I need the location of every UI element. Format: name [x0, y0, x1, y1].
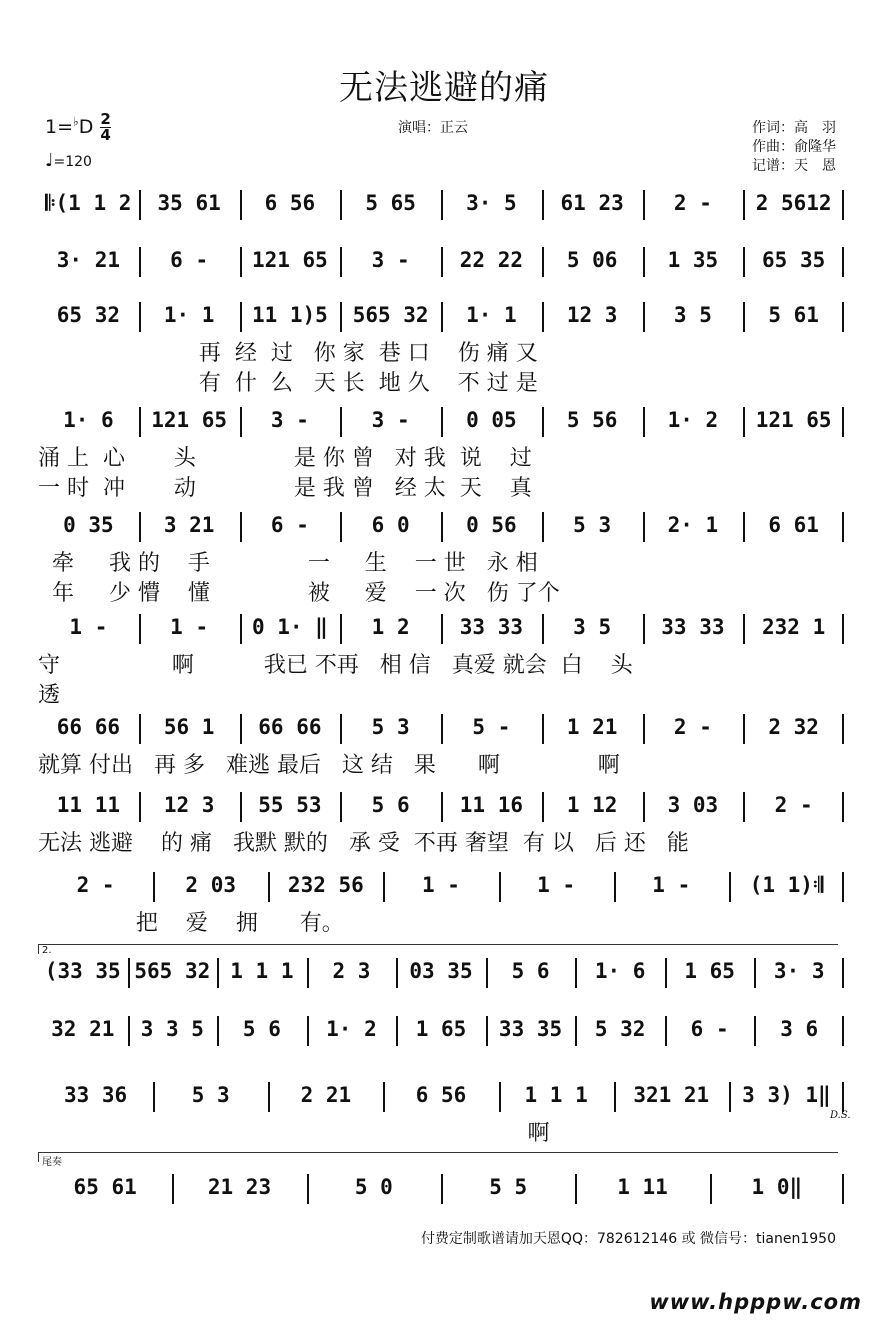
measure: 2 -	[774, 793, 813, 817]
bar-line	[340, 792, 342, 822]
bar-line	[542, 302, 544, 332]
bar-line	[240, 247, 242, 277]
measure: 3 21	[163, 513, 215, 537]
bar-line	[240, 190, 242, 220]
bar-line	[240, 512, 242, 542]
measure: 32 21	[51, 1017, 115, 1041]
bar-line	[307, 1174, 309, 1204]
bar-line	[139, 247, 141, 277]
notes-row	[38, 188, 844, 228]
measure: 1 11	[617, 1175, 668, 1199]
bar-line	[240, 407, 242, 437]
bar-line	[340, 302, 342, 332]
volta-bracket	[38, 944, 838, 956]
notes-row	[38, 1080, 844, 1120]
measure: 12 3	[163, 793, 215, 817]
measure: 1 -	[170, 615, 209, 639]
bar-line	[743, 512, 745, 542]
measure: 11 11	[56, 793, 120, 817]
notes-row	[38, 712, 844, 752]
bar-line	[307, 1016, 309, 1046]
notes-row	[38, 870, 844, 910]
notes-row	[38, 612, 844, 652]
bar-line	[575, 1016, 577, 1046]
bar-line	[217, 958, 219, 988]
measure: 232 56	[287, 873, 364, 897]
measure: 1· 1	[163, 303, 215, 327]
measure: 0 56	[466, 513, 517, 537]
bar-line	[396, 958, 398, 988]
bar-line	[139, 614, 141, 644]
outro-label: 尾奏	[42, 1157, 62, 1168]
bar-line	[441, 407, 443, 437]
lyric-line: 守 啊 我已 不再 相 信 真爱 就会 白 头	[38, 653, 633, 678]
notes-row	[38, 510, 844, 550]
measure: 6 -	[690, 1017, 729, 1041]
lyric-line: 牵 我 的 手 一 生 一 世 永 相	[38, 551, 538, 576]
bar-line	[643, 792, 645, 822]
measure: (33 35	[44, 959, 121, 983]
bar-line	[172, 1174, 174, 1204]
bar-line	[643, 614, 645, 644]
notes-row	[38, 300, 844, 340]
measure: 2 -	[673, 715, 712, 739]
bar-line	[139, 190, 141, 220]
bar-line	[441, 792, 443, 822]
measure: 33 33	[661, 615, 725, 639]
bar-line	[441, 1174, 443, 1204]
bar-line	[842, 1082, 844, 1112]
key-signature	[45, 112, 111, 143]
measure: 3 3 5	[140, 1017, 204, 1041]
measure: 5 3	[573, 513, 612, 537]
bar-line	[542, 407, 544, 437]
bar-line	[743, 247, 745, 277]
measure: 1 35	[667, 248, 719, 272]
bar-line	[441, 714, 443, 744]
measure: 5 56	[566, 408, 618, 432]
tempo-mark	[45, 150, 92, 171]
bar-line	[729, 872, 731, 902]
bar-line	[139, 512, 141, 542]
bar-line	[268, 1082, 270, 1112]
measure: 3· 3	[773, 959, 825, 983]
footer-note: 付费定制歌谱请加天恩QQ：782612146 或 微信号：tianen1950	[420, 1231, 836, 1247]
measure: 1 0‖	[751, 1175, 803, 1199]
measure: 3 5	[573, 615, 612, 639]
measure: 1 21	[566, 715, 618, 739]
measure: 3 03	[667, 793, 719, 817]
bar-line	[340, 247, 342, 277]
measure: 65 32	[56, 303, 120, 327]
bar-line	[240, 302, 242, 332]
bar-line	[340, 614, 342, 644]
bar-line	[240, 792, 242, 822]
bar-line	[842, 247, 844, 277]
time-top: 2	[100, 110, 111, 128]
measure: (1 1)𝄇	[749, 873, 824, 897]
bar-line	[842, 407, 844, 437]
lyric-line: 再 经 过 你 家 巷 口 伤 痛 又	[38, 341, 538, 366]
measure: 03 35	[409, 959, 473, 983]
measure: 61 23	[560, 191, 624, 215]
measure: 565 32	[134, 959, 211, 983]
measure: 2 3	[332, 959, 371, 983]
measure: 2· 1	[667, 513, 719, 537]
bar-line	[486, 1016, 488, 1046]
measure: 3· 21	[56, 248, 120, 272]
measure: 5 5	[489, 1175, 528, 1199]
measure: 1· 2	[326, 1017, 377, 1041]
key-prefix: 1=	[45, 116, 74, 138]
measure: 1 1 1	[230, 959, 294, 983]
time-bottom: 4	[100, 126, 111, 144]
bar-line	[396, 1016, 398, 1046]
bar-line	[153, 1082, 155, 1112]
measure: 33 35	[498, 1017, 563, 1041]
bar-line	[499, 1082, 501, 1112]
bar-line	[643, 190, 645, 220]
measure: 2 32	[768, 715, 819, 739]
measure: 3 -	[270, 408, 309, 432]
measure: 35 61	[157, 191, 221, 215]
bar-line	[139, 302, 141, 332]
bar-line	[842, 302, 844, 332]
bar-line	[743, 614, 745, 644]
bar-line	[643, 302, 645, 332]
measure: 3 6	[780, 1017, 819, 1041]
measure: 5 0	[354, 1175, 393, 1199]
measure: 5 6	[242, 1017, 281, 1041]
bar-line	[542, 512, 544, 542]
bar-line	[542, 247, 544, 277]
bar-line	[575, 1174, 577, 1204]
bar-line	[441, 190, 443, 220]
bar-line	[643, 714, 645, 744]
bar-line	[643, 512, 645, 542]
flat-sign: ♭	[73, 114, 79, 129]
bar-line	[743, 190, 745, 220]
bar-line	[710, 1174, 712, 1204]
measure: 21 23	[207, 1175, 272, 1199]
measure: 2 03	[185, 873, 236, 897]
measure: 1 -	[537, 873, 576, 897]
measure: 0 35	[63, 513, 114, 537]
measure: 1· 6	[594, 959, 646, 983]
singer-credit: 演唱：正云	[398, 120, 468, 136]
bar-line	[441, 614, 443, 644]
bar-line	[441, 247, 443, 277]
bar-line	[139, 407, 141, 437]
bar-line	[441, 512, 443, 542]
measure: 65 61	[73, 1175, 137, 1199]
bar-line	[340, 407, 342, 437]
notes-row	[38, 1172, 844, 1212]
bar-line	[842, 512, 844, 542]
measure: 66 66	[258, 715, 322, 739]
measure: 33 33	[459, 615, 523, 639]
notes-row	[38, 1014, 844, 1054]
composer-credit: 作曲：俞隆华	[752, 139, 836, 155]
measure: 0 1· ‖	[251, 615, 328, 639]
bar-line	[842, 872, 844, 902]
bar-line	[614, 872, 616, 902]
measure: 1 65	[415, 1017, 467, 1041]
bar-line	[643, 247, 645, 277]
measure: 11 16	[459, 793, 523, 817]
bar-line	[575, 958, 577, 988]
measure: 1 -	[69, 615, 108, 639]
measure: 6 61	[768, 513, 819, 537]
measure: 5 -	[472, 715, 511, 739]
measure: 321 21	[633, 1083, 710, 1107]
measure: 22 22	[459, 248, 523, 272]
bar-line	[240, 714, 242, 744]
lyric-line: 啊	[38, 1121, 550, 1146]
measure: 2 5612	[755, 191, 832, 215]
measure: 1 65	[684, 959, 735, 983]
bar-line	[307, 958, 309, 988]
bar-line	[665, 958, 667, 988]
tempo-value: =120	[53, 154, 92, 170]
measure: 5 6	[511, 959, 550, 983]
lyricist-credit: 作词：高 羽	[752, 120, 836, 136]
bar-line	[139, 714, 141, 744]
bar-line	[340, 190, 342, 220]
measure: 1 12	[566, 793, 618, 817]
bar-line	[542, 792, 544, 822]
measure: 1 -	[422, 873, 460, 897]
page-title: 无法逃避的痛	[339, 68, 549, 108]
measure: 1· 1	[466, 303, 517, 327]
measure: 121 65	[251, 248, 328, 272]
bar-line	[153, 872, 155, 902]
measure: 3· 5	[466, 191, 517, 215]
dal-segno-mark: D.S.	[830, 1110, 851, 1121]
measure: 6 -	[170, 248, 209, 272]
measure: 3 5	[673, 303, 712, 327]
bar-line	[842, 958, 844, 988]
measure: 5 6	[371, 793, 410, 817]
bar-line	[383, 1082, 385, 1112]
measure: 33 36	[63, 1083, 128, 1107]
time-signature	[100, 112, 110, 143]
measure: 121 65	[755, 408, 832, 432]
bar-line	[754, 958, 756, 988]
bar-line	[842, 1174, 844, 1204]
measure: 1 -	[652, 873, 691, 897]
bar-line	[743, 792, 745, 822]
measure: 6 -	[270, 513, 309, 537]
bar-line	[842, 792, 844, 822]
measure: 5 32	[594, 1017, 646, 1041]
bar-line	[754, 1016, 756, 1046]
site-watermark: www.hpppw.com	[649, 1290, 862, 1314]
measure: 1· 6	[63, 408, 114, 432]
measure: 2 -	[76, 873, 115, 897]
measure: 3 -	[371, 408, 410, 432]
bar-line	[542, 614, 544, 644]
measure: 5 06	[566, 248, 618, 272]
measure: 6 56	[415, 1083, 467, 1107]
notes-row	[38, 405, 844, 445]
lyric-line: 把 爱 拥 有。	[38, 911, 344, 936]
bar-line	[542, 714, 544, 744]
measure: 5 3	[371, 715, 410, 739]
bar-line	[486, 958, 488, 988]
measure: 12 3	[566, 303, 618, 327]
measure: 3 3) 1‖	[742, 1083, 831, 1107]
bar-line	[128, 1016, 130, 1046]
measure: 56 1	[163, 715, 215, 739]
measure: 11 1)5	[251, 303, 328, 327]
bar-line	[743, 407, 745, 437]
bar-line	[842, 1016, 844, 1046]
quarter-note-icon: ♩	[45, 150, 54, 171]
measure: 𝄆(1 1 2	[45, 191, 132, 215]
notes-row	[38, 956, 844, 996]
outro-bracket	[38, 1152, 838, 1168]
measure: 565 32	[352, 303, 429, 327]
measure: 1· 2	[667, 408, 719, 432]
bar-line	[441, 302, 443, 332]
measure: 5 65	[365, 191, 416, 215]
bar-line	[643, 407, 645, 437]
lyric-line: 一 时 冲 动 是 我 曾 经 太 天 真	[38, 476, 532, 501]
bar-line	[383, 872, 385, 902]
measure: 5 61	[768, 303, 819, 327]
bar-line	[128, 958, 130, 988]
measure: 2 -	[673, 191, 712, 215]
measure: 6 0	[371, 513, 410, 537]
bar-line	[842, 190, 844, 220]
notes-row	[38, 790, 844, 830]
measure: 66 66	[56, 715, 120, 739]
bar-line	[268, 872, 270, 902]
measure: 2 21	[300, 1083, 352, 1107]
measure: 1 1 1	[524, 1083, 588, 1107]
measure: 3 -	[371, 248, 410, 272]
volta-label: 2.	[42, 945, 52, 956]
bar-line	[743, 714, 745, 744]
measure: 1 2	[371, 615, 410, 639]
bar-line	[340, 512, 342, 542]
measure: 232 1	[762, 615, 826, 639]
lyric-line: 就算 付出 再 多 难逃 最后 这 结 果 啊 啊	[38, 753, 620, 778]
measure: 65 35	[762, 248, 826, 272]
bar-line	[743, 302, 745, 332]
bar-line	[842, 714, 844, 744]
bar-line	[499, 872, 501, 902]
measure: 55 53	[258, 793, 322, 817]
measure: 121 65	[151, 408, 228, 432]
transcriber-credit: 记谱：天 恩	[752, 158, 836, 174]
measure: 6 56	[264, 191, 316, 215]
bar-line	[729, 1082, 731, 1112]
bar-line	[842, 614, 844, 644]
measure: 5 3	[191, 1083, 230, 1107]
bar-line	[340, 714, 342, 744]
bar-line	[665, 1016, 667, 1046]
lyric-line: 有 什 么 天 长 地 久 不 过 是	[38, 371, 538, 396]
bar-line	[240, 614, 242, 644]
key-note: D	[78, 116, 94, 138]
lyric-line: 涌 上 心 头 是 你 曾 对 我 说 过	[38, 446, 532, 471]
lyric-line: 透	[38, 683, 61, 708]
bar-line	[217, 1016, 219, 1046]
lyric-line: 无法 逃避 的 痛 我默 默的 承 受 不再 奢望 有 以 后 还 能	[38, 831, 689, 856]
measure: 0 05	[466, 408, 517, 432]
bar-line	[542, 190, 544, 220]
notes-row	[38, 245, 844, 285]
bar-line	[139, 792, 141, 822]
bar-line	[614, 1082, 616, 1112]
lyric-line: 年 少 懵 懂 被 爱 一 次 伤 了个	[38, 581, 560, 606]
